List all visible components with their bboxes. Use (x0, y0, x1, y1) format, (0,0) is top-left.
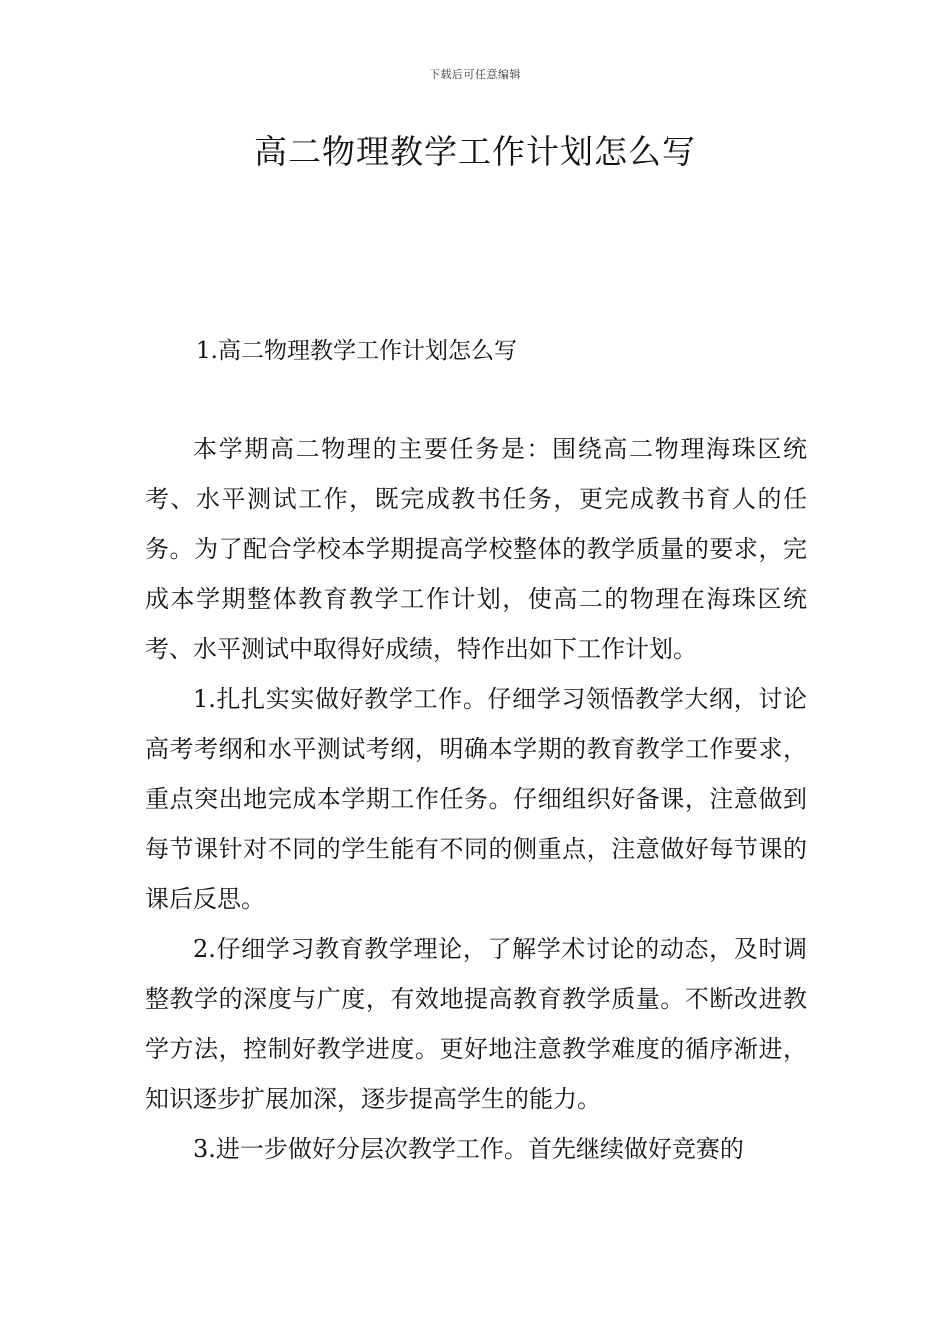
paragraph-intro: 本学期高二物理的主要任务是：围绕高二物理海珠区统考、水平测试工作，既完成教书任务，更完成教书育人的任务。为了配合学校本学期提高学校整体的教学质量的要求，完成本学期整体教育教学工作计划，使高二的物理在海珠区统考、水平测试中取得好成绩，特作出如下工作计划。 (145, 435, 807, 663)
paragraph-point-3: 3.进一步做好分层次教学工作。首先继续做好竞赛的 (193, 1135, 744, 1163)
section-heading: 1.高二物理教学工作计划怎么写 (196, 338, 517, 364)
paragraph-point-1: 1.扎扎实实做好教学工作。仔细学习领悟教学大纲，讨论高考考纲和水平测试考纲，明确本学期的教育教学工作要求，重点突出地完成本学期工作任务。仔细组织好备课，注意做到每节课针对不同的学生能有不同的侧重点，注意做好每节课的课后反思。 (145, 685, 807, 913)
paragraph-point-2: 2.仔细学习教育教学理论，了解学术讨论的动态，及时调整教学的深度与广度，有效地提高教育教学质量。不断改进教学方法，控制好教学进度。更好地注意教学难度的循序渐进，知识逐步扩展加深，逐步提高学生的能力。 (145, 935, 807, 1113)
body-text (145, 424, 807, 1174)
header-note: 下载后可任意编辑 (429, 68, 521, 81)
document-title: 高二物理教学工作计划怎么写 (254, 132, 696, 171)
